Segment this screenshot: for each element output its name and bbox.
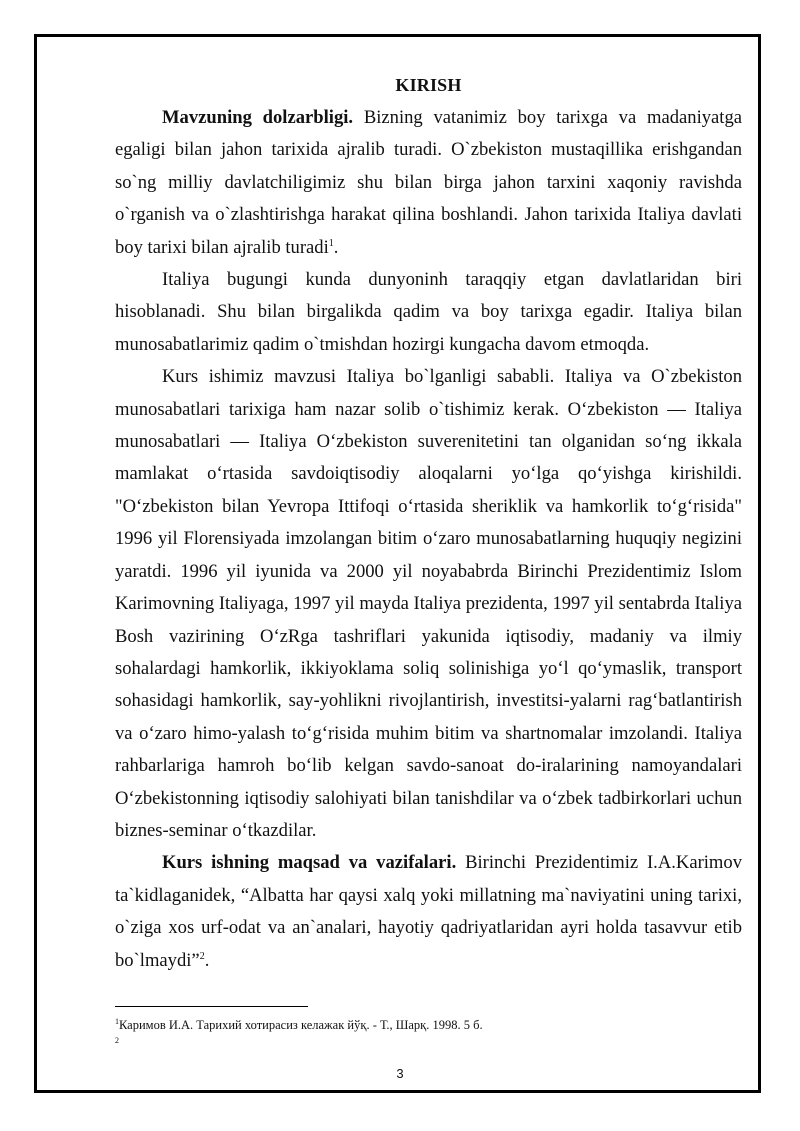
document-body (115, 70, 742, 977)
footnote-ref[interactable]: 1 (328, 237, 334, 249)
footnote-separator (115, 1006, 308, 1007)
footnote-text: Каримов И.А. Тарихий хотирасиз келажак йўқ. - Т., Шарқ. 1998. 5 б. (119, 1018, 483, 1032)
paragraph-lead: Mavzuning dolzarbligi. (162, 107, 354, 128)
paragraph-goals (115, 847, 742, 977)
paragraph-text: Bizning vatanimiz boy tarixga va madaniyatga egaligi bilan jahon tarixida ajralib turadi. O`zbekiston mustaqillika erishgandan so`ng milliy davlatchiligimiz shu bilan birga jahon tarxini xaqoniy ravishda o`rganish va o`zlashtirishga harakat qilina boshlandi. Jahon tarixida Italiya davlati boy tarixi bilan ajralib turadi (115, 107, 743, 258)
footnote-mark: 1 (115, 1016, 119, 1026)
paragraph-italy-today (115, 264, 742, 361)
paragraph-text: Kurs ishimiz mavzusi Italiya bo`lganligi sababli. Italiya va O`zbekiston munosabatlari tarixiga ham nazar solib o`tishimiz kerak. O‘zbekiston — Italiya munosabatlari — Italiya O‘zbekiston suverenitetini tan olganidan so‘ng ikkala mamlakat o‘rtasida savdoiqtisodiy aloqalarni yo‘lga qo‘yishga kirishildi. "O‘zbekiston bilan Yevropa Ittifoqi o‘rtasida sheriklik va hamkorlik to‘g‘risida" 1996 yil Florensiyada imzolangan bitim o‘zaro munosabatlarning huquqiy negizini yaratdi. 1996 yil iyunida va 2000 yil noyababrda Birinchi Prezidentimiz Islom Karimovning Italiyaga, 1997 yil mayda Italiya prezidenta, 1997 yil sentabrda Italiya Bosh vazirining O‘zRga tashriflari yakunida iqtisodiy, madaniy va ilmiy sohalardagi hamkorlik, ikkiyoklama soliq solinishiga yo‘l qo‘ymaslik, transport sohasidagi hamkorlik, say-yohlikni rivojlantirish, investitsi-yalarni rag‘batlantirish va o‘zaro himo-yalash to‘g‘risida muhim bitim va shartnomalar imzolandi. Italiya rahbarlariga hamroh bo‘lib kelgan savdo-sanoat do-iralarining namoyandalari O‘zbekistonning iqtisodiy salohiyati bilan tanishdilar va o‘zbek tadbirkorlari uchun biznes-seminar o‘tkazdilar. (115, 366, 742, 841)
paragraph-lead: Kurs ishning maqsad va vazifalari. (162, 852, 457, 874)
page-number: 3 (396, 1066, 404, 1081)
paragraph-text: Italiya bugungi kunda dunyoninh taraqqiy etgan davlatlaridan biri hisoblanadi. Shu bilan birgalikda qadim va boy tarixga egadir. Italiya bilan munosabatlarimiz qadim o`tmishdan hozirgi kungacha davom etmoqda. (115, 269, 742, 355)
footnote-mark: 2 (115, 1035, 119, 1045)
footnote-item (115, 1035, 715, 1054)
paragraph-tail: . (333, 236, 339, 258)
footnotes (115, 1016, 715, 1054)
paragraph-tail: . (204, 949, 210, 971)
paragraph-text: Birinchi Prezidentimiz I.A.Karimov ta`kidlaganidek, “Albatta har qaysi xalq yoki millatning ma`naviyatini uning tarixi, o`ziga xos urf-odat va an`analari, hayotiy qadriyatlaridan ayri holda tasavvur etib bo`lmaydi” (115, 852, 742, 971)
footnote-item (115, 1016, 715, 1035)
paragraph-relations (115, 361, 742, 847)
footnote-ref[interactable]: 2 (199, 950, 205, 962)
paragraph-relevance (115, 102, 742, 264)
document-title: KIRISH (395, 75, 462, 95)
